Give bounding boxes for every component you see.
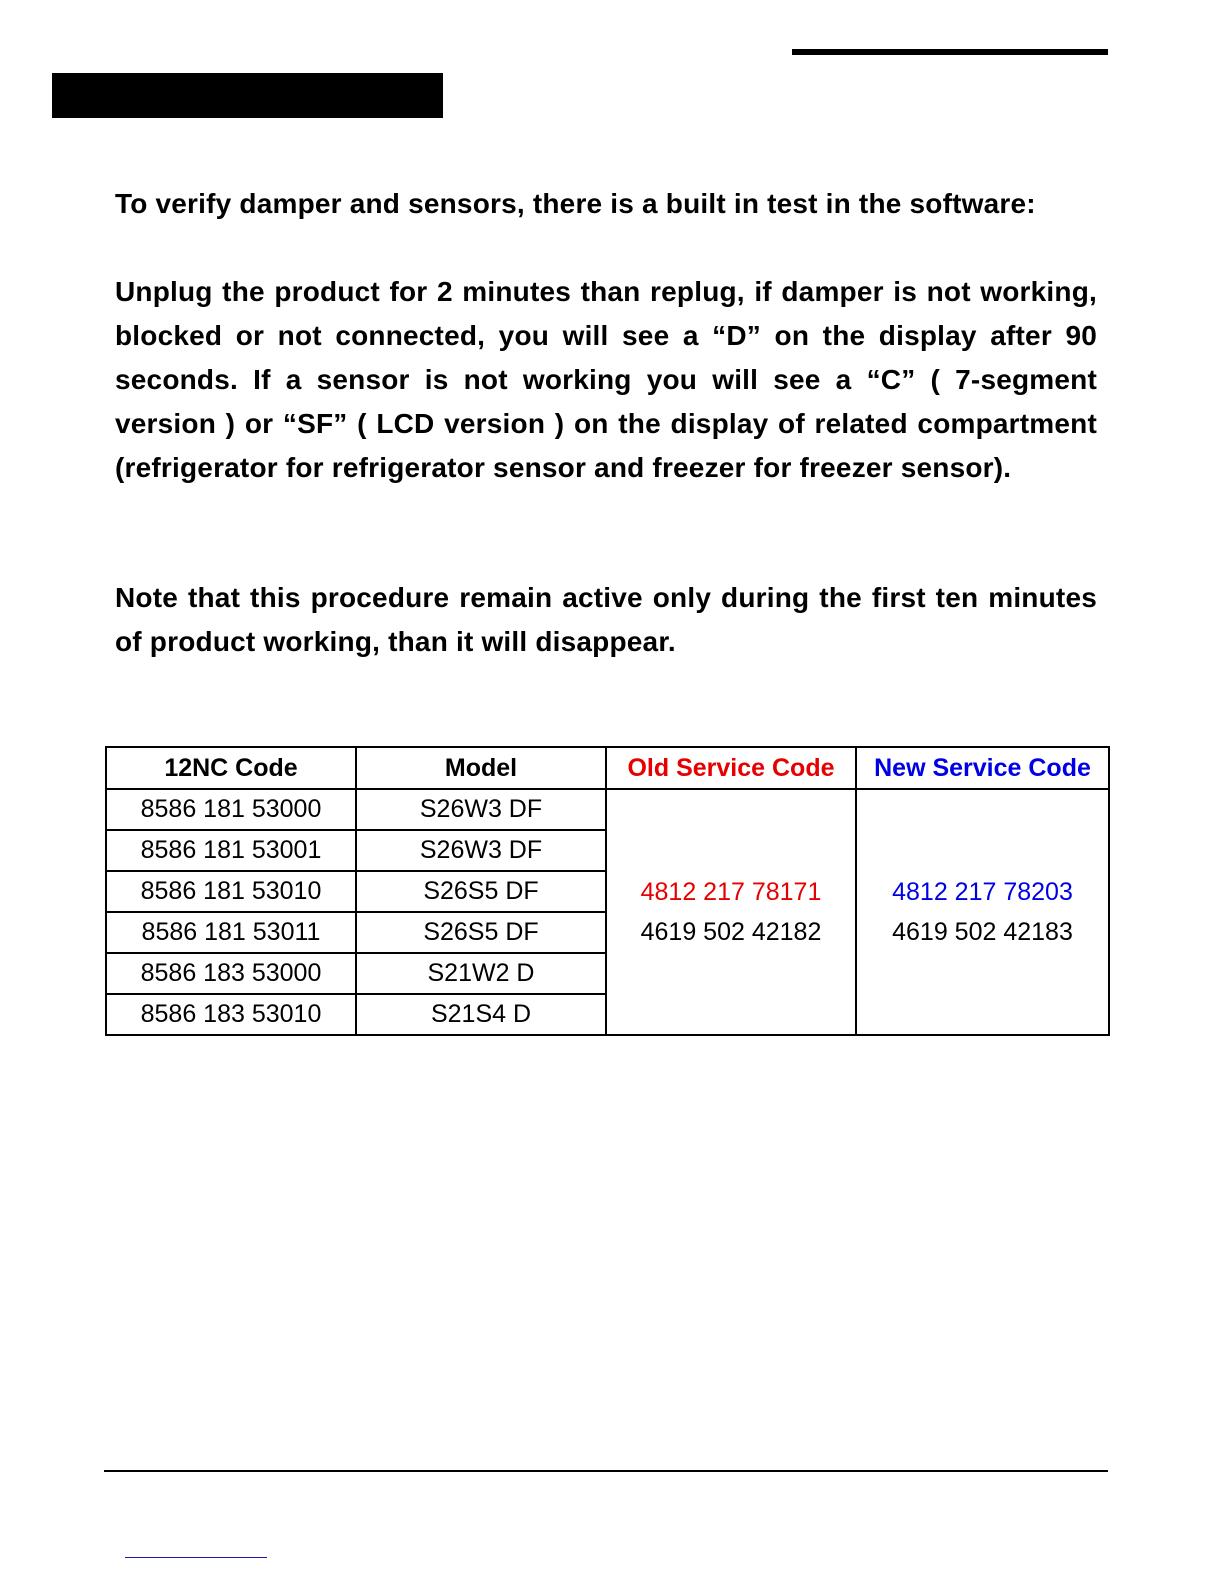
cell-12nc-code: 8586 181 53000 xyxy=(106,789,356,830)
header-old-service-code: Old Service Code xyxy=(606,747,856,789)
cell-old-service-code xyxy=(606,789,856,1035)
cell-12nc-code: 8586 181 53010 xyxy=(106,871,356,912)
old-service-code-primary: 4812 217 78171 xyxy=(640,878,822,906)
top-rule xyxy=(792,49,1108,55)
cell-model: S26W3 DF xyxy=(356,789,606,830)
cell-model: S21S4 D xyxy=(356,994,606,1035)
service-code-table xyxy=(105,746,1110,1036)
new-service-code-primary: 4812 217 78203 xyxy=(892,878,1073,906)
cell-12nc-code: 8586 181 53001 xyxy=(106,830,356,871)
header-banner xyxy=(52,73,443,118)
new-service-code-secondary: 4619 502 42183 xyxy=(892,918,1073,946)
footer-rule xyxy=(104,1470,1108,1472)
note-paragraph: Note that this procedure remain active only during the first ten minutes of product working, than it will disappear. xyxy=(115,582,1097,657)
cell-new-service-code xyxy=(856,789,1109,1035)
header-model: Model xyxy=(356,747,606,789)
cell-model: S26W3 DF xyxy=(356,830,606,871)
old-service-code-secondary: 4619 502 42182 xyxy=(640,918,822,946)
footer-link-underline xyxy=(125,1557,267,1558)
cell-12nc-code: 8586 183 53010 xyxy=(106,994,356,1035)
cell-model: S21W2 D xyxy=(356,953,606,994)
cell-12nc-code: 8586 181 53011 xyxy=(106,912,356,953)
table-row xyxy=(106,789,1109,830)
cell-model: S26S5 DF xyxy=(356,912,606,953)
header-12nc-code: 12NC Code xyxy=(106,747,356,789)
header-new-service-code: New Service Code xyxy=(856,747,1109,789)
cell-model: S26S5 DF xyxy=(356,871,606,912)
intro-paragraph: To verify damper and sensors, there is a built in test in the software: xyxy=(115,188,1036,219)
table-header-row xyxy=(106,747,1109,789)
procedure-paragraph: Unplug the product for 2 minutes than replug, if damper is not working, blocked or not connected, you will see a “D” on the display after 90 seconds. If a sensor is not working you will see a “C” ( 7-segment version ) or “SF” ( LCD version ) on the display of related compartment (refrigerator for refrigerator sensor and freezer for freezer sensor). xyxy=(115,276,1097,483)
cell-12nc-code: 8586 183 53000 xyxy=(106,953,356,994)
